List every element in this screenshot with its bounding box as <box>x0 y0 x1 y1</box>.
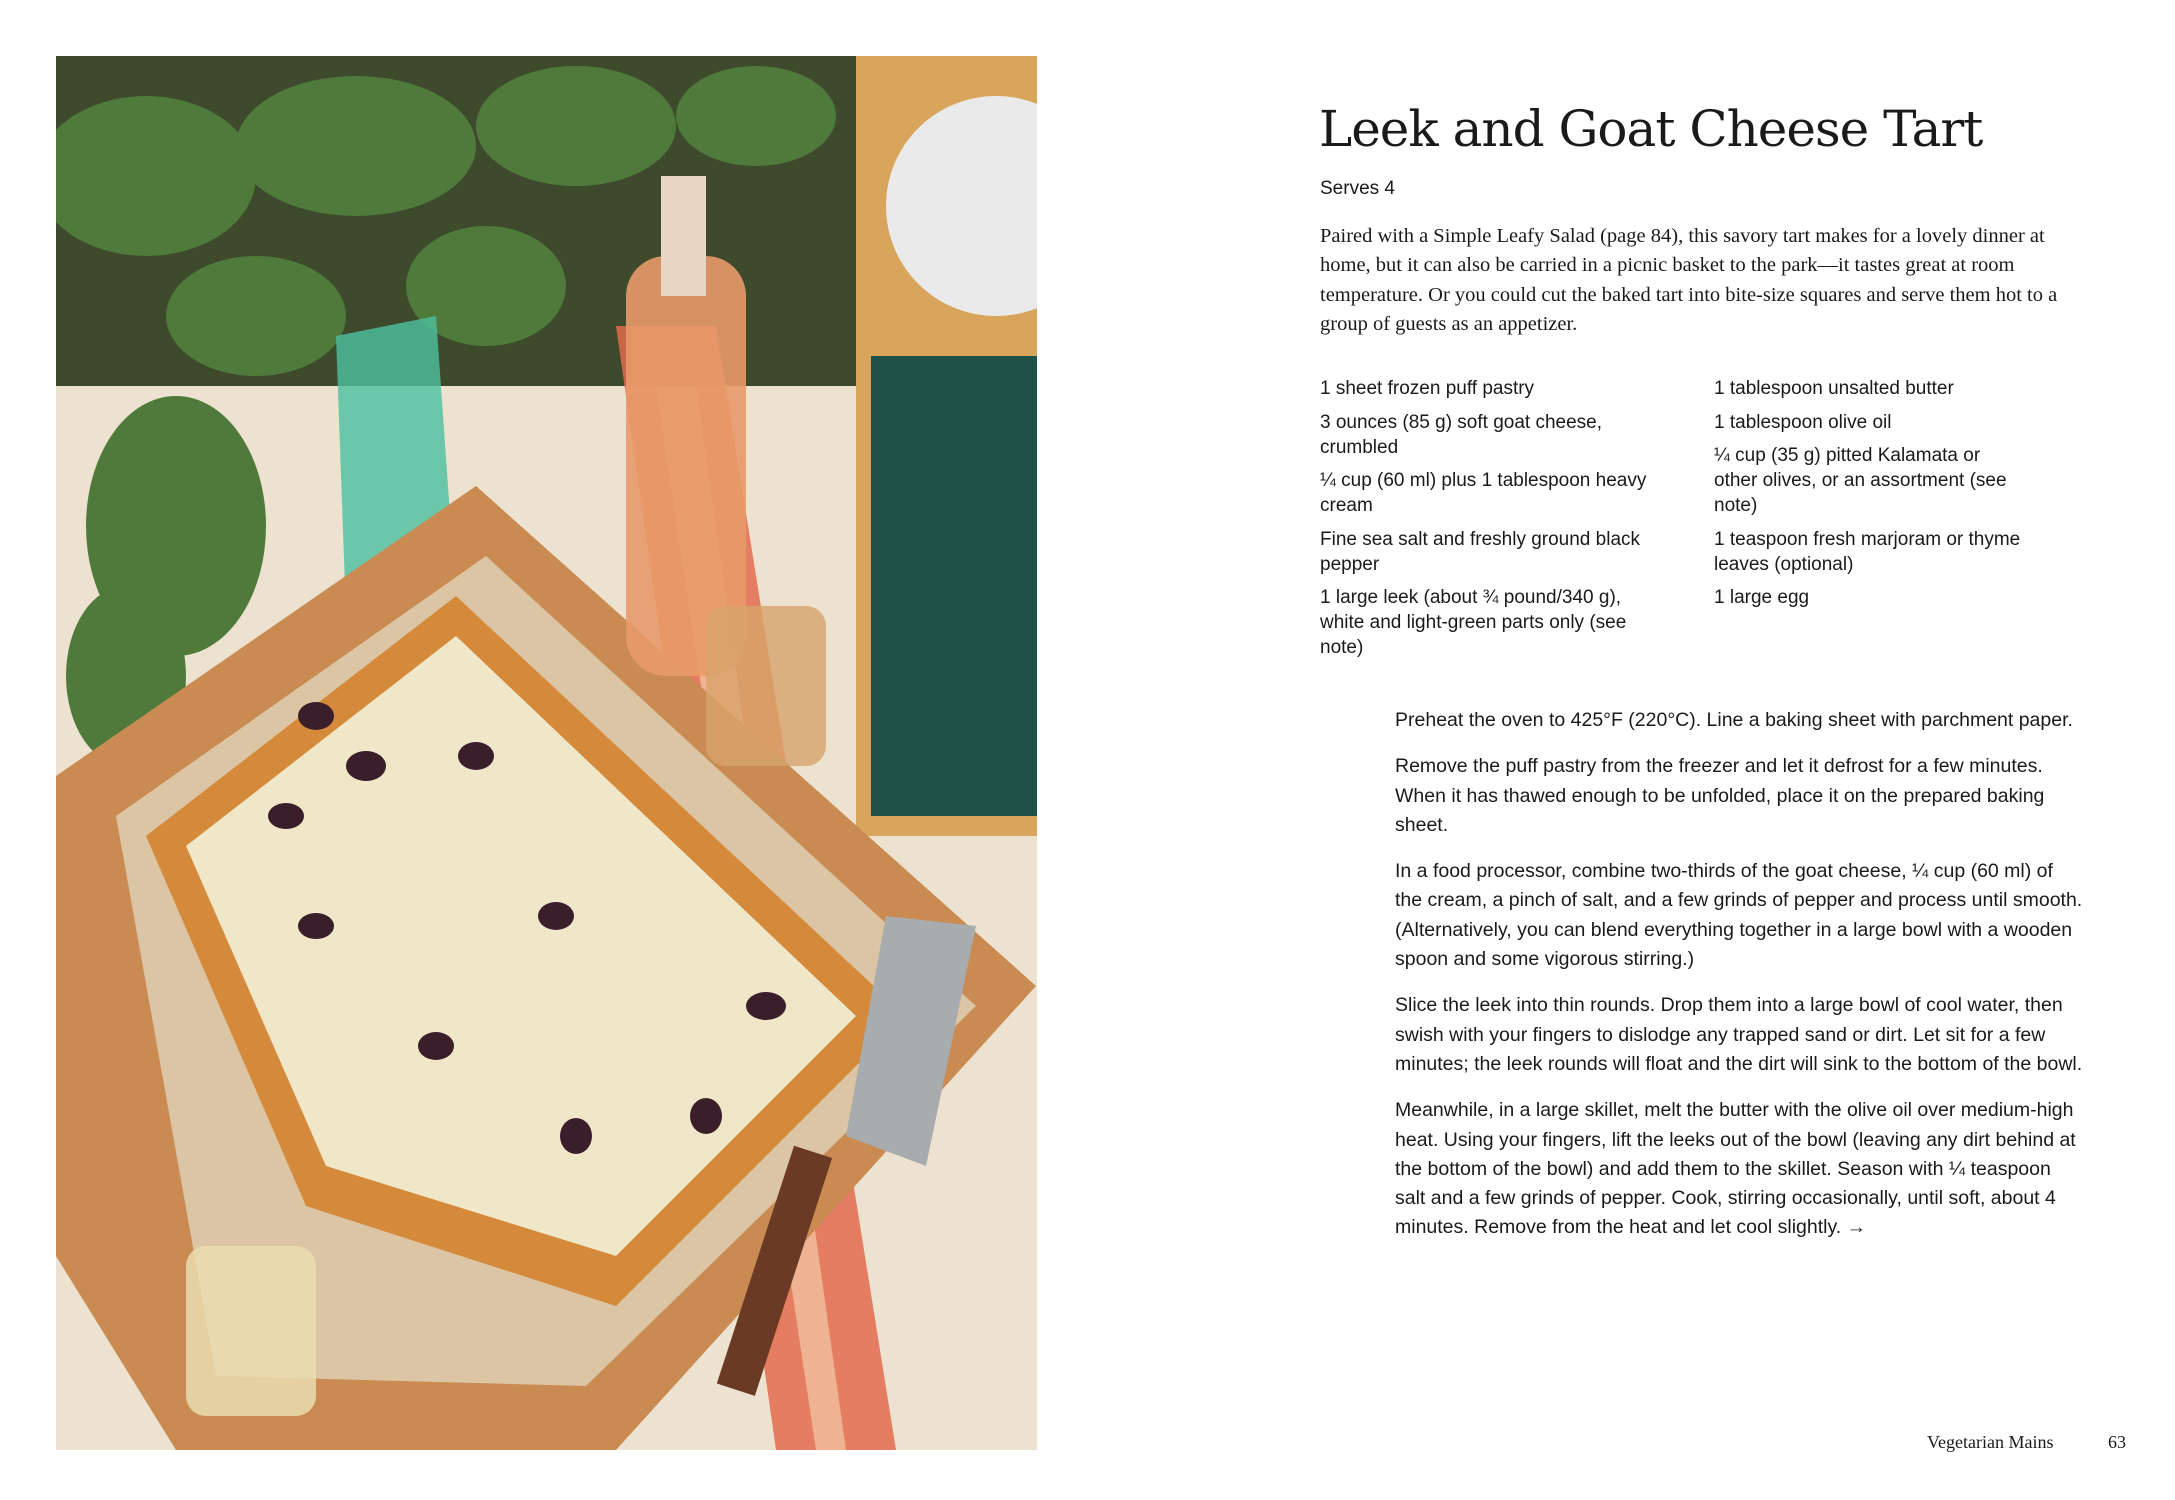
footer-section: Vegetarian Mains <box>1927 1432 2054 1452</box>
recipe-title: Leek and Goat Cheese Tart <box>1319 100 1983 158</box>
ingredient: ¼ cup (35 g) pitted Kalamata or other olives, or an assortment (see note) <box>1714 445 2007 516</box>
ingredient: 1 tablespoon unsalted butter <box>1714 378 1954 399</box>
step: Remove the puff pastry from the freezer and let it defrost for a few minutes. When it has thawed enough to be unfolded, place it on the prepared baking sheet. <box>1395 755 2045 836</box>
step-last <box>1395 1096 2085 1242</box>
ingredient: Fine sea salt and freshly ground black pepper <box>1320 528 1641 575</box>
step: Preheat the oven to 425°F (220°C). Line a baking sheet with parchment paper. <box>1395 709 2073 731</box>
ingredients-column-1 <box>1320 376 1680 669</box>
ingredient: 1 sheet frozen puff pastry <box>1320 378 1535 399</box>
ingredient: 1 teaspoon fresh marjoram or thyme leaves (optional) <box>1714 528 2021 575</box>
ingredient: 3 ounces (85 g) soft goat cheese, crumbled <box>1320 411 1603 458</box>
ingredient: ¼ cup (60 ml) plus 1 tablespoon heavy cream <box>1320 470 1647 516</box>
ingredients-column-2 <box>1714 376 2074 619</box>
method-steps <box>1395 706 2085 1260</box>
continue-arrow-icon: → <box>1846 1216 1867 1239</box>
recipe-intro: Paired with a Simple Leafy Salad (page 84), this savory tart makes for a lovely dinner at home, but it can also be carried in a picnic basket to the park—it tastes great at room temperature. Or you could cut the baked tart into bite-size squares and serve them hot to a group of guests as an appetizer. <box>1320 225 2058 335</box>
recipe-photo <box>56 56 1037 1450</box>
ingredient: 1 large leek (about ¾ pound/340 g), white and light-green parts only (see note) <box>1320 587 1627 658</box>
serves-count: Serves 4 <box>1320 178 1395 199</box>
step: Meanwhile, in a large skillet, melt the butter with the olive oil over medium-high heat. Using your fingers, lift the leeks out of the bowl (leaving any dirt behind at the bottom of the bowl) and add them to the skillet. Season with ¼ teaspoon salt and a few grinds of pepper. Cook, stirring occasionally, until soft, about 4 minutes. Remove from the heat and let cool slightly. <box>1395 1099 2076 1239</box>
page-number: 63 <box>2108 1432 2126 1452</box>
ingredient: 1 large egg <box>1714 587 1810 608</box>
step: In a food processor, combine two-thirds of the goat cheese, ¼ cup (60 ml) of the cream, a pinch of salt, and a few grinds of pepper and process until smooth. (Alternatively, you can blend everything together in a large bowl with a wooden spoon and some vigorous stirring.) <box>1395 860 2083 971</box>
step: Slice the leek into thin rounds. Drop them into a large bowl of cool water, then swish with your fingers to dislodge any trapped sand or dirt. Let sit for a few minutes; the leek rounds will float and the dirt will sink to the bottom of the bowl. <box>1395 994 2083 1075</box>
ingredient: 1 tablespoon olive oil <box>1714 411 1892 433</box>
